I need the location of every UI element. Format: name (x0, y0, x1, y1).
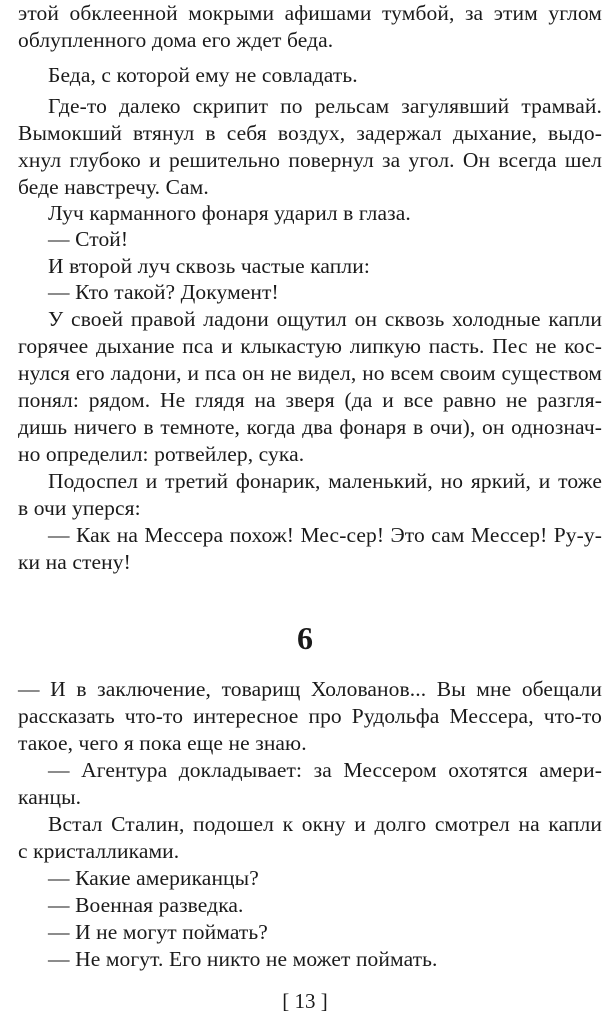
text-line: — И не могут поймать? (48, 920, 268, 944)
text-line: У своей правой ладони ощутил он сквозь холодные капли (48, 307, 602, 331)
text-line: горячее дыхание пса и клыкастую липкую пасть. Пес не кос- (18, 334, 602, 358)
chapter-number: 6 (297, 620, 313, 656)
text-line: — Какие американцы? (48, 866, 259, 890)
text-line: Луч карманного фонаря ударил в глаза. (48, 201, 411, 225)
text-line: канцы. (18, 785, 82, 809)
text-line: в очи уперся: (18, 496, 141, 520)
text-line: — Как на Мессера похож! Мес-сер! Это сам Мессер! Ру-у- (48, 523, 602, 547)
page-number: [ 13 ] (282, 989, 328, 1013)
text-line: Подоспел и третий фонарик, маленький, но яркий, и тоже (48, 469, 602, 493)
text-line: такое, чего я пока еще не знаю. (18, 731, 307, 755)
text-line: хнул глубоко и решительно повернул за угол. Он всегда шел (18, 148, 602, 172)
text-line: Вымокший втянул в себя воздух, задержал дыхание, выдо- (18, 121, 602, 145)
text-line: но определил: ротвейлер, сука. (18, 442, 305, 466)
text-line: беде навстречу. Сам. (18, 175, 209, 199)
text-line: — Военная разведка. (48, 893, 244, 917)
text-line: с кристалликами. (18, 839, 180, 863)
text-line: — Кто такой? Документ! (48, 280, 279, 304)
text-line: — Стой! (48, 227, 129, 251)
text-line: Беда, с которой ему не совладать. (48, 63, 358, 87)
text-line: — Агентура докладывает: за Мессером охотятся амери- (48, 758, 602, 782)
text-line: Встал Сталин, подошел к окну и долго смотрел на капли (48, 812, 602, 836)
text-line: нулся его ладони, и пса он не видел, но всем своим существом (18, 361, 602, 385)
text-line: облупленного дома его ждет беда. (18, 28, 334, 52)
text-line: — Не могут. Его никто не может поймать. (48, 947, 438, 971)
text-line: дишь ничего в темноте, когда два фонаря в очи), он однознач- (18, 415, 602, 439)
text-line: понял: рядом. Не глядя на зверя (да и все равно не разгля- (18, 388, 602, 412)
text-line: рассказать что-то интересное про Рудольфа Мессера, что-то (18, 704, 602, 728)
text-line: ки на стену! (18, 550, 131, 574)
text-line: — И в заключение, товарищ Холованов... Вы мне обещали (18, 677, 602, 701)
text-line: И второй луч сквозь частые капли: (48, 254, 370, 278)
text-line: Где-то далеко скрипит по рельсам загулявший трамвай. (48, 94, 602, 118)
text-line: этой обклеенной мокрыми афишами тумбой, за этим углом (18, 1, 602, 25)
